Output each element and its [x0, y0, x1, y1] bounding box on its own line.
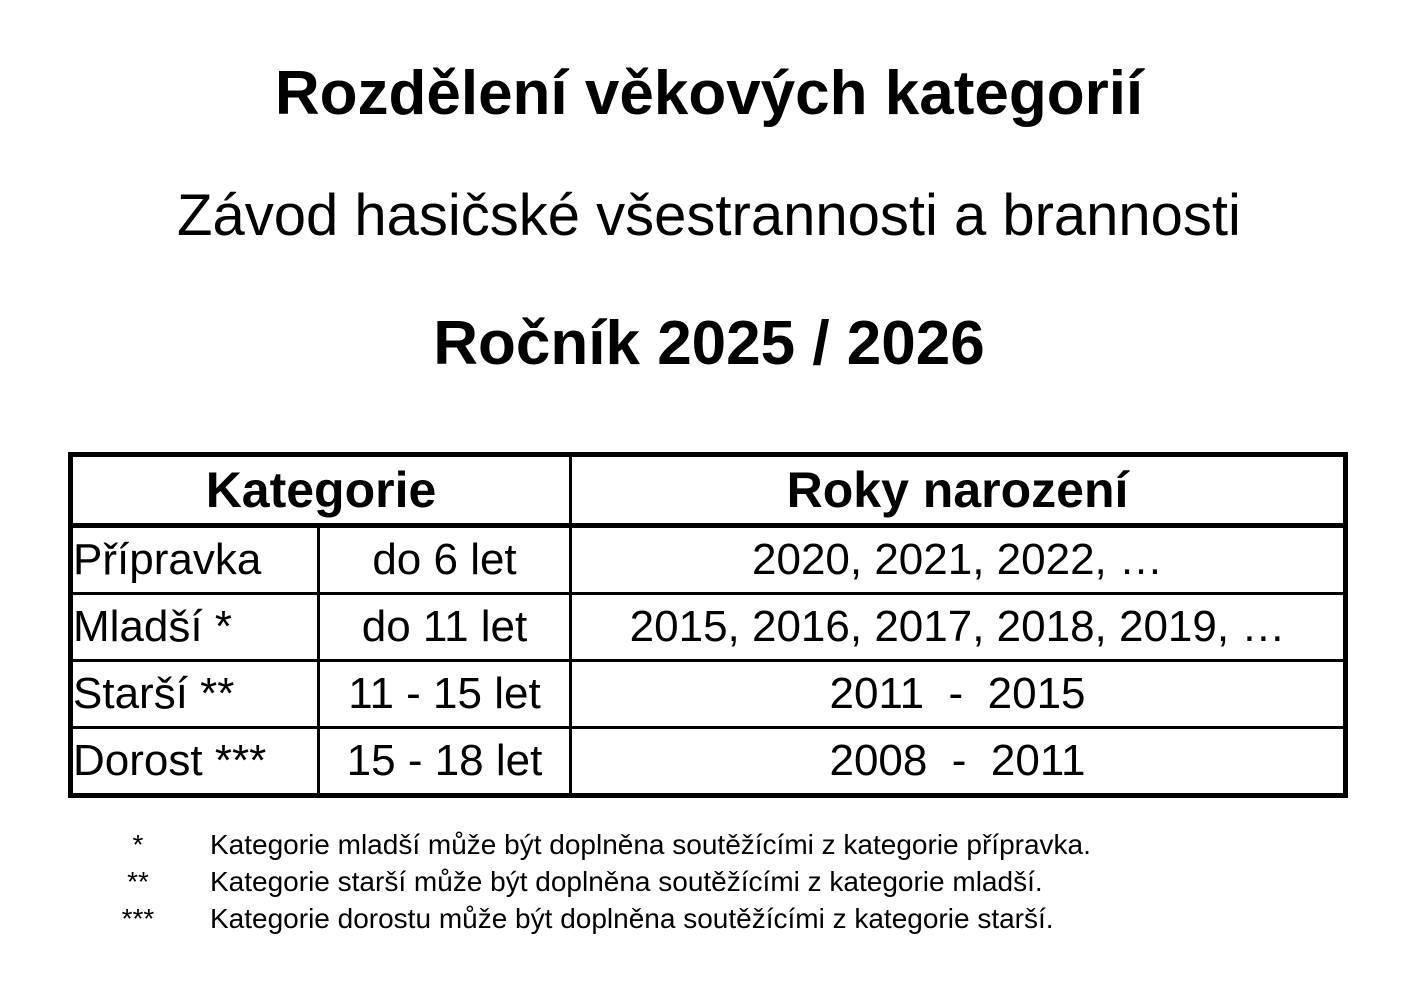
footnote-text: Kategorie mladší může být doplněna soutěžícími z kategorie přípravka.	[210, 829, 1091, 860]
category-age: 11 - 15 let	[319, 661, 571, 728]
birth-years: 2011 - 2015	[571, 661, 1346, 728]
category-name: Dorost ***	[71, 728, 319, 796]
column-header-category: Kategorie	[71, 455, 571, 526]
footnote	[100, 900, 1091, 937]
column-header-birth-years: Roky narození	[571, 455, 1346, 526]
birth-years: 2020, 2021, 2022, …	[571, 526, 1346, 594]
table-row	[71, 594, 1346, 661]
footnote-mark: ***	[121, 903, 155, 934]
table-row	[71, 728, 1346, 796]
category-age: 15 - 18 let	[319, 728, 571, 796]
footnotes	[100, 826, 1091, 937]
category-age: do 11 let	[319, 594, 571, 661]
birth-years: 2015, 2016, 2017, 2018, 2019, …	[571, 594, 1346, 661]
table-row	[71, 526, 1346, 594]
table-header-row	[71, 455, 1346, 526]
footnote-mark: *	[132, 829, 144, 860]
category-name: Mladší *	[71, 594, 319, 661]
season-heading: Ročník 2025 / 2026	[433, 309, 985, 378]
birth-years: 2008 - 2011	[571, 728, 1346, 796]
footnote-text: Kategorie starší může být doplněna soutěžícími z kategorie mladší.	[210, 866, 1043, 897]
page-title: Rozdělení věkových kategorií	[274, 59, 1144, 128]
category-name: Starší **	[71, 661, 319, 728]
footnote	[100, 826, 1091, 863]
table-row	[71, 661, 1346, 728]
category-name: Přípravka	[71, 526, 319, 594]
page-subtitle: Závod hasičské všestrannosti a brannosti	[177, 183, 1241, 248]
category-table	[68, 452, 1348, 798]
footnote	[100, 863, 1091, 900]
footnote-mark: **	[127, 866, 149, 897]
footnote-text: Kategorie dorostu může být doplněna soutěžícími z kategorie starší.	[210, 903, 1054, 934]
category-age: do 6 let	[319, 526, 571, 594]
